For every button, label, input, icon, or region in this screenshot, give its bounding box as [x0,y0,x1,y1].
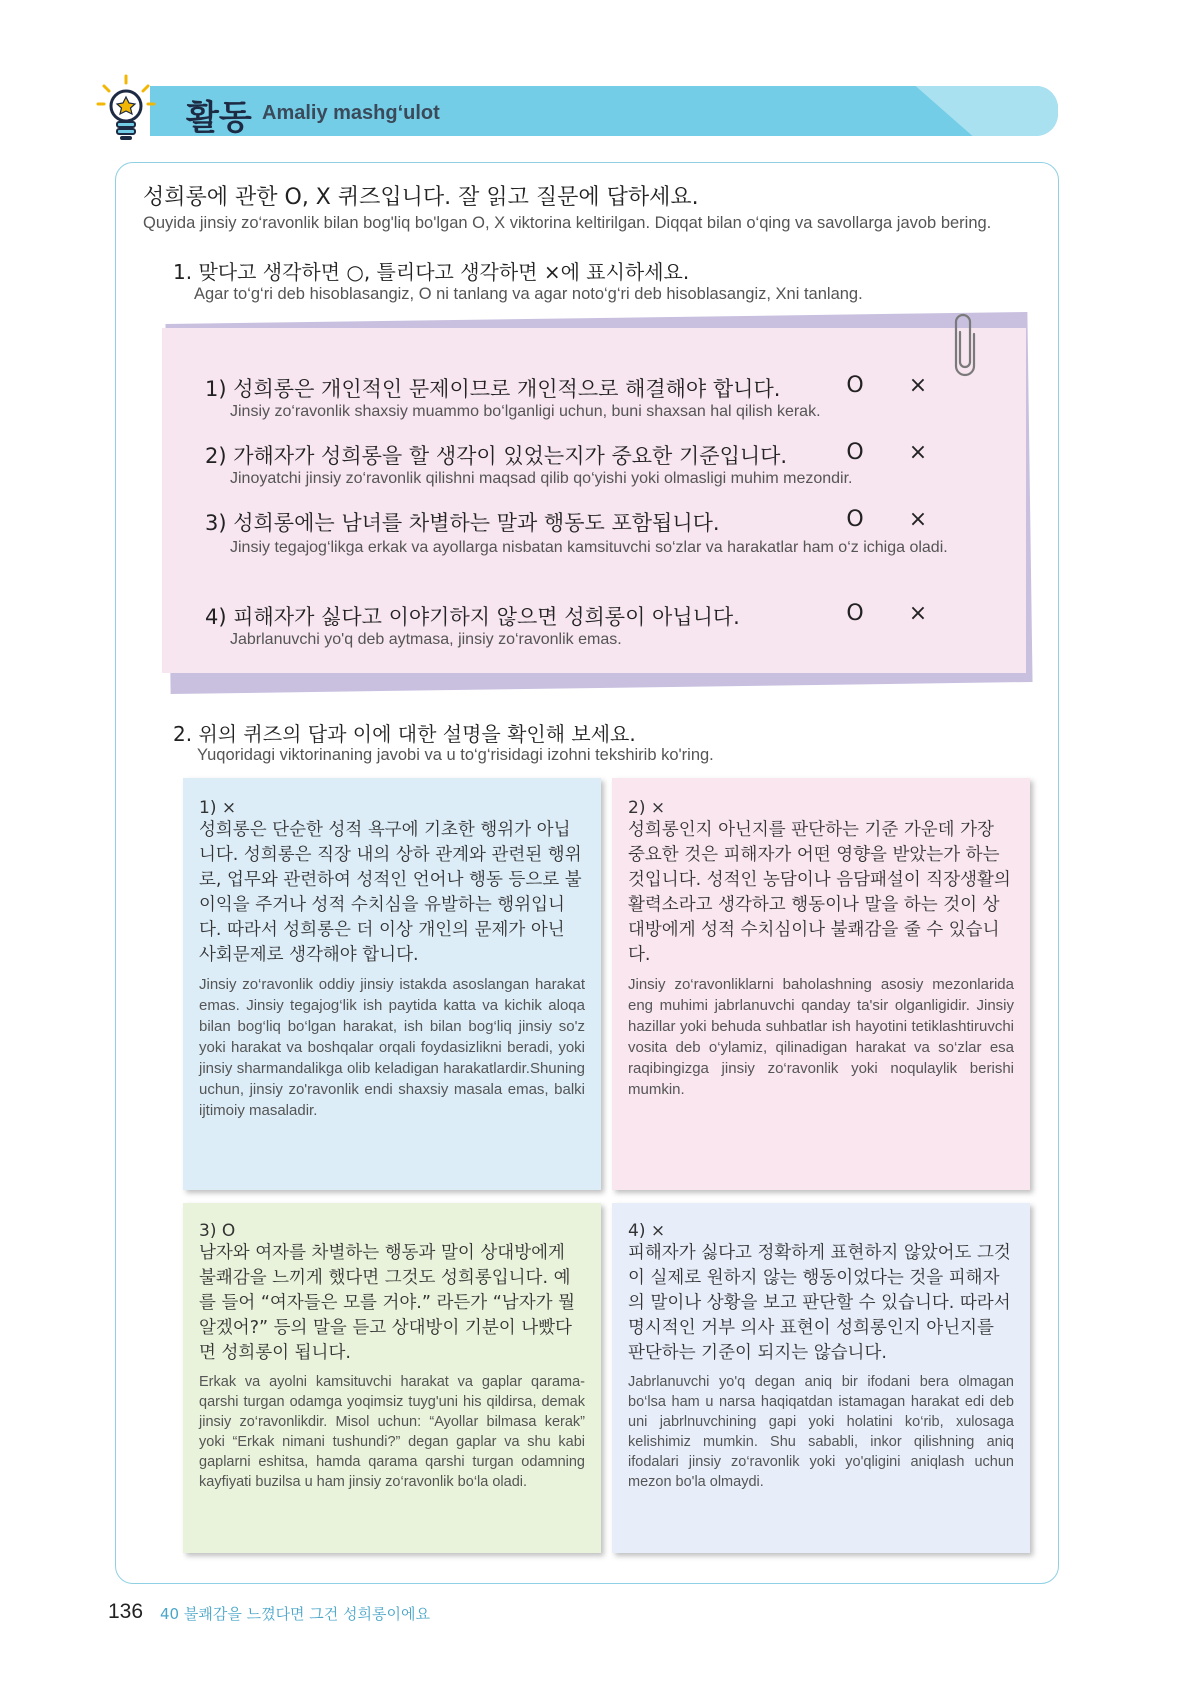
option-x[interactable]: × [908,440,928,465]
quiz-question-uz: Jinoyatchi jinsiy zo‘ravonlik qilishni maqsad qilib qo‘yishi yoki olmasligi muhim mezondir. [230,470,853,487]
section2-heading-ko: 2. 위의 퀴즈의 답과 이에 대한 설명을 확인해 보세요. [173,722,636,746]
paperclip-icon [952,312,978,378]
answer-number: 1) × [199,798,237,818]
section2-heading-uz: Yuqoridagi viktorinaning javobi va u to‘g‘risidagi izohni tekshirib ko'ring. [197,746,714,764]
intro-uz: Quyida jinsiy zo‘ravonlik bilan bog'liq bo'lgan O, X viktorina keltirilgan. Diqqat bilan o‘qing va savollarga javob bering. [143,214,992,232]
answer-explanation-ko: 피해자가 싫다고 정확하게 표현하지 않았어도 그것이 실제로 원하지 않는 행동이었다는 것을 피해자의 말이나 상황을 보고 판단할 수 있습니다. 따라서 명시적인 거부 의사 표현이 성희롱인지 아닌지를 판단하는 기준이 되지는 않습니다. [628,1243,1011,1363]
intro-ko: 성희롱에 관한 O, X 퀴즈입니다. 잘 읽고 질문에 답하세요. [143,185,699,210]
quiz-item [205,507,720,537]
answer-explanation-uz: Jinsiy zo‘ravonlik oddiy jinsiy istakda asoslangan harakat emas. Jinsiy tegajog‘lik ish paytida katta va kichik aloqa bilan bog‘liq bo‘lgan harakat, ish bilan bog‘liq jinsiy so'z yoki harakat va boshqalar orqali foydasizlikni beradi, yoki jinsiy sharmandalikga olib keladigan harakatlardir.Shuning uchun, jinsiy zo'ravonlik endi shaxsiy masala emas, balki ijtimoiy masaladir. [199,976,585,1119]
answer-box-2 [612,778,1030,1190]
option-x[interactable]: × [908,507,928,532]
answer-number: 2) × [628,798,666,818]
quiz-question-ko: 2) 가해자가 성희롱을 할 생각이 있었는지가 중요한 기준입니다. [205,444,788,468]
answer-box-1 [183,778,601,1190]
answer-explanation-ko: 남자와 여자를 차별하는 행동과 말이 상대방에게 불쾌감을 느끼게 했다면 그것도 성희롱입니다. 예를 들어 “여자들은 모를 거야.” 라든가 “남자가 뭘 알겠어?” 등의 말을 듣고 상대방이 기분이 나빴다면 성희롱이 됩니다. [199,1243,575,1363]
lightbulb-icon [96,74,156,144]
quiz-question-uz: Jinsiy tegajog‘likga erkak va ayollarga nisbatan kamsituvchi so‘zlar va harakatlar ham o‘z ichiga oladi. [230,539,948,556]
section1-heading-uz: Agar to‘g‘ri deb hisoblasangiz, O ni tanlang va agar noto‘g‘ri deb hisoblasangiz, Xni tanlang. [194,285,863,303]
quiz-item [205,373,780,403]
option-o[interactable]: O [846,373,864,398]
answer-explanation-uz: Erkak va ayolni kamsituvchi harakat va gaplar qarama-qarshi turgan odamga yoqimsiz tuyg'uni his qildirsa, demak jinsiy zo‘ravonlikdir. Misol uchun: “Ayollar bilmasa kerak” yoki “Erkak nimani tushundi?” degan gaplar va shu kabi gaplarni eshitsa, hamda qarama qarshi turgan odamning kayfiyati buzilsa u ham jinsiy zo‘ravonlik bo‘la oladi. [199,1374,585,1490]
answer-explanation-uz: Jinsiy zo‘ravonliklarni baholashning asosiy mezonlarida eng muhimi jabrlanuvchi qanday ta'sir olganligidir. Jinsiy hazillar yoki behuda suhbatlar ish hayotini tetiklashtiruvchi vosita deb o‘ylamiz, qilinadigan harakat va so‘zlar esa raqibingizga jinsiy zo‘ravonlik yoki noqulaylik berishi mumkin. [628,976,1014,1098]
quiz-item [205,601,740,631]
activity-subtitle: Amaliy mashg‘ulot [262,102,440,124]
quiz-question-ko: 1) 성희롱은 개인적인 문제이므로 개인적으로 해결해야 합니다. [205,377,781,401]
answer-explanation-ko: 성희롱은 단순한 성적 욕구에 기초한 행위가 아닙니다. 성희롱은 직장 내의 상하 관계와 관련된 행위로, 업무와 관련하여 성적인 언어나 행동 등으로 불이익을 주거나 성적 수치심을 유발하는 행위입니다. 따라서 성희롱은 더 이상 개인의 문제가 아닌 사회문제로 생각해야 합니다. [199,820,582,965]
option-x[interactable]: × [908,601,928,626]
quiz-question-uz: Jabrlanuvchi yo'q deb aytmasa, jinsiy zo‘ravonlik emas. [230,631,622,648]
quiz-question-ko: 4) 피해자가 싫다고 이야기하지 않으면 성희롱이 아닙니다. [205,605,740,629]
option-o[interactable]: O [846,601,864,626]
answer-explanation-ko: 성희롱인지 아닌지를 판단하는 기준 가운데 가장 중요한 것은 피해자가 어떤 영향을 받았는가 하는 것입니다. 성적인 농담이나 음담패설이 직장생활의 활력소라고 생각하고 행동이나 말을 하는 것이 상대방에게 성적 수치심이나 불쾌감을 줄 수 있습니다. [628,820,1011,965]
answer-box-3 [183,1203,601,1553]
answer-number: 3) O [199,1221,236,1241]
activity-title: 활동 [186,98,252,138]
answer-box-4 [612,1203,1030,1553]
section1-heading-ko: 1. 맞다고 생각하면 ○, 틀리다고 생각하면 ×에 표시하세요. [173,260,690,284]
quiz-item [205,440,787,470]
quiz-question-ko: 3) 성희롱에는 남녀를 차별하는 말과 행동도 포함됩니다. [205,511,720,535]
option-o[interactable]: O [846,440,864,465]
page-number: 136 [108,1600,144,1623]
quiz-question-uz: Jinsiy zo‘ravonlik shaxsiy muammo bo‘lganligi uchun, buni shaxsan hal qilish kerak. [230,403,821,420]
answer-explanation-uz: Jabrlanuvchi yo'q degan aniq bir ifodani bera olmagan bo‘lsa ham u narsa haqiqatdan istamagan harakat edi deb uni jabrlnuvchining gapi yoki holatini ko‘rib, xulosaga kelishimiz mumkin. Shu sababli, inkor qilishning aniq ifodalari jinsiy zo‘ravonlik yoki yo'qligini aniqlash uchun mezon bo'la olmaydi. [628,1374,1014,1490]
option-x[interactable]: × [908,373,928,398]
answer-number: 4) × [628,1221,666,1241]
option-o[interactable]: O [846,507,864,532]
chapter-title: 40 불쾌감을 느꼈다면 그건 성희롱이에요 [160,1605,431,1623]
